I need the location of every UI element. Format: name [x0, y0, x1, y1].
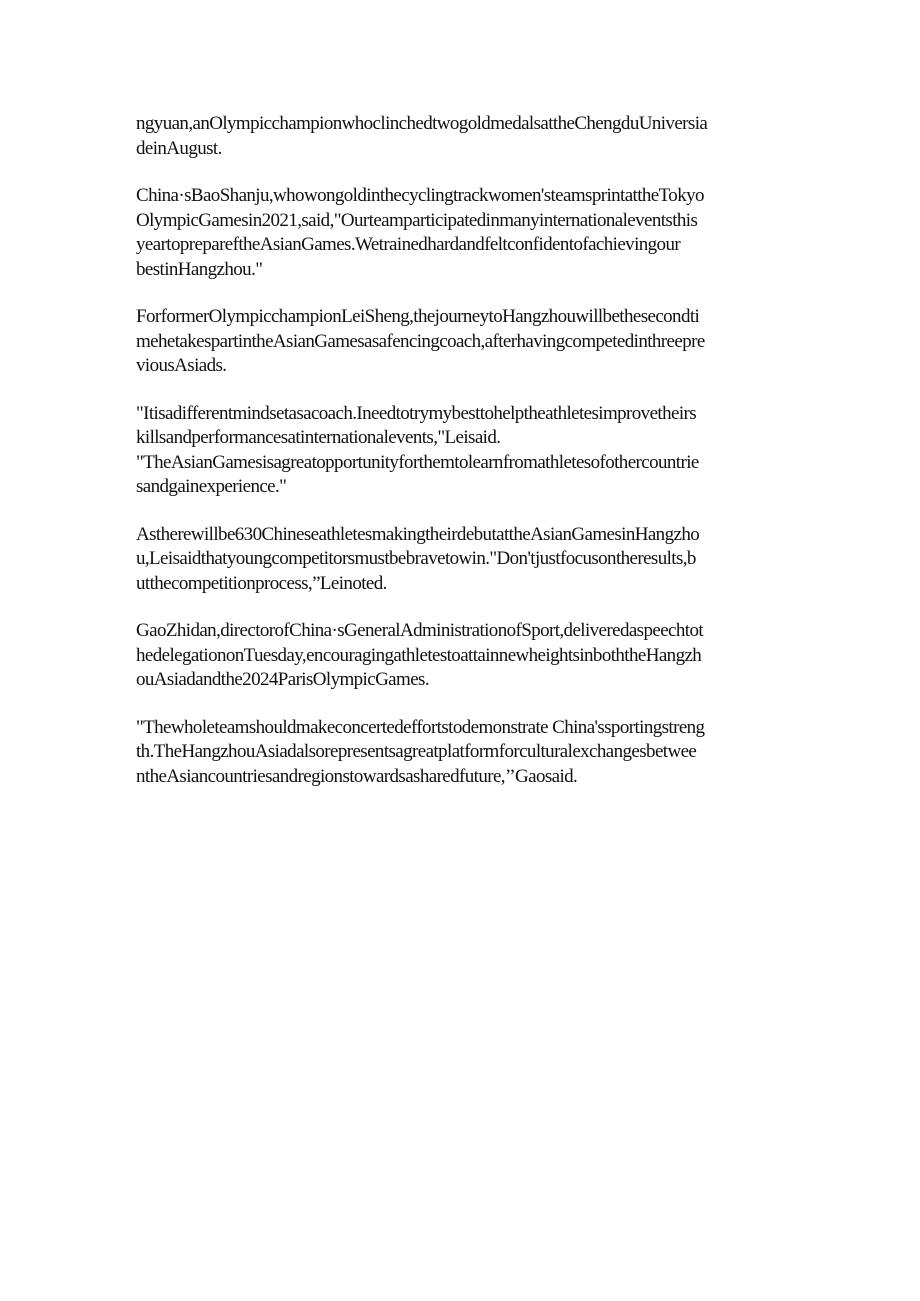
text-line: OlympicGamesin2021,said,"Ourteamparticipatedinmanyinternationaleventsthis [136, 209, 698, 231]
text-line: "Thewholeteamshouldmakeconcertedeffortstodemonstrate China'ssportingstreng [136, 716, 705, 738]
text-line: ouAsiadandthe2024ParisOlympicGames. [136, 669, 429, 690]
paragraph [136, 184, 788, 282]
text-line: "Itisadifferentmindsetasacoach.Ineedtotrymybesttohelptheathletesimprovetheirs [136, 402, 697, 424]
paragraph [136, 402, 788, 500]
text-line: China·sBaoShanju,whowongoldinthecyclingtrackwomen'steamsprintattheTokyo [136, 185, 704, 206]
text-line: ntheAsiancountriesandregionstowardsasharedfuture,’’Gaosaid. [136, 765, 578, 787]
text-line: killsandperformancesatinternationalevents,"Leisaid. [136, 427, 501, 448]
text-line: "TheAsianGamesisagreatopportunityforthemtolearnfromathletesofothercountrie [136, 451, 699, 473]
paragraph [136, 619, 788, 693]
text-line: th.TheHangzhouAsiadalsorepresentsagreatplatformforculturalexchangesbetwee [136, 741, 697, 762]
text-line: Astherewillbe630ChineseathletesmakingtheirdebutattheAsianGamesinHangzho [136, 523, 700, 545]
paragraph [136, 716, 788, 790]
text-line: sandgainexperience." [136, 476, 287, 497]
text-line: ngyuan,anOlympicchampionwhoclinchedtwogoldmedalsattheChengduUniversia [136, 113, 708, 134]
text-line: yeartoprepareftheAsianGames.Wetrainedhardandfeltconfidentofachievingour [136, 234, 681, 255]
text-line: hedelegationonTuesday,encouragingathletestoattainnewheightsinboththeHangzh [136, 644, 702, 666]
paragraph [136, 112, 788, 161]
text-line: mehetakespartintheAsianGamesasafencingcoach,afterhavingcompetedinthreepre [136, 330, 705, 352]
paragraph [136, 523, 788, 597]
text-line: GaoZhidan,directorofChina·sGeneralAdministrationofSport,deliveredaspeechtot [136, 620, 704, 641]
text-line: ForformerOlympicchampionLeiSheng,thejourneytoHangzhouwillbethesecondti [136, 306, 700, 327]
paragraph [136, 305, 788, 379]
text-line: viousAsiads. [136, 355, 227, 376]
text-line: bestinHangzhou." [136, 258, 263, 280]
text-line: deinAugust. [136, 137, 222, 159]
article-body [136, 112, 788, 812]
text-line: utthecompetitionprocess,”Leinoted. [136, 572, 387, 594]
text-line: u,Leisaidthatyoungcompetitorsmustbebravetowin."Don'tjustfocusontheresults,b [136, 548, 696, 569]
